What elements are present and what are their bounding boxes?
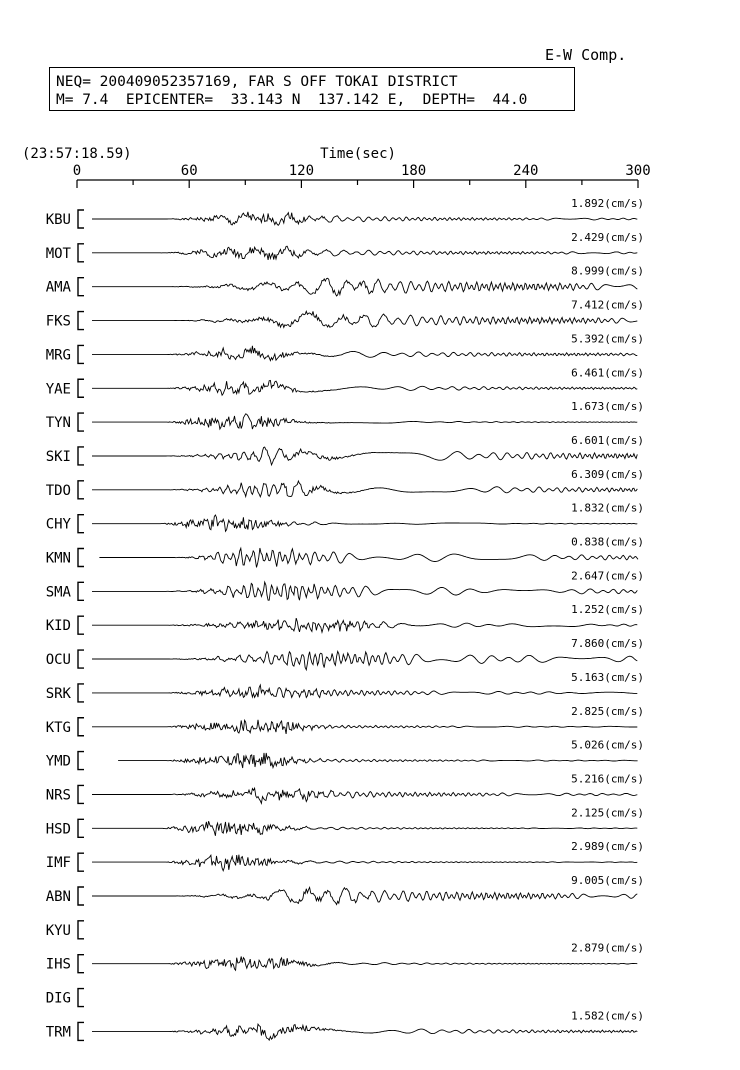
station-row-ktg xyxy=(46,705,644,736)
station-bracket xyxy=(78,752,84,770)
station-label: OCU xyxy=(45,652,71,669)
waveform-trace xyxy=(92,618,637,632)
station-row-dig xyxy=(46,989,84,1007)
station-row-mot xyxy=(46,231,644,262)
station-bracket xyxy=(78,989,84,1007)
amplitude-label: 1.582(cm/s) xyxy=(571,1009,644,1023)
station-label: YMD xyxy=(45,753,71,770)
station-bracket xyxy=(78,312,84,330)
station-bracket xyxy=(78,785,84,803)
amplitude-label: 2.125(cm/s) xyxy=(571,806,644,820)
station-bracket xyxy=(78,210,84,228)
station-label: SRK xyxy=(45,685,71,702)
station-label: NRS xyxy=(45,787,71,804)
amplitude-label: 2.989(cm/s) xyxy=(571,840,644,854)
station-label: AMA xyxy=(45,279,71,296)
station-label: KTG xyxy=(45,719,71,736)
station-bracket xyxy=(78,447,84,465)
amplitude-label: 2.647(cm/s) xyxy=(571,569,644,583)
station-bracket xyxy=(78,955,84,973)
amplitude-label: 6.309(cm/s) xyxy=(571,467,644,481)
waveform-trace xyxy=(92,788,637,803)
amplitude-label: 2.429(cm/s) xyxy=(571,230,644,244)
waveform-trace xyxy=(92,346,637,361)
station-row-hsd xyxy=(46,806,644,837)
station-row-tyn xyxy=(46,400,644,431)
time-tick-label: 120 xyxy=(288,163,315,179)
station-label: CHY xyxy=(45,516,71,533)
station-bracket xyxy=(78,278,84,296)
station-bracket xyxy=(78,853,84,871)
amplitude-label: 6.461(cm/s) xyxy=(571,366,644,380)
station-bracket xyxy=(78,1022,84,1040)
waveform-trace xyxy=(118,753,638,768)
waveform-trace xyxy=(92,685,637,698)
amplitude-label: 7.860(cm/s) xyxy=(571,637,644,651)
station-label: YAE xyxy=(45,381,71,398)
station-row-yae xyxy=(46,366,644,397)
amplitude-label: 1.252(cm/s) xyxy=(571,603,644,617)
component-label: E-W Comp. xyxy=(545,46,627,64)
amplitude-label: 2.879(cm/s) xyxy=(571,941,644,955)
station-row-trm xyxy=(46,1009,644,1040)
amplitude-label: 2.825(cm/s) xyxy=(571,704,644,718)
station-row-nrs xyxy=(46,772,644,803)
time-tick-label: 60 xyxy=(180,163,198,179)
amplitude-label: 5.392(cm/s) xyxy=(571,332,644,346)
station-label: HSD xyxy=(45,821,71,838)
station-bracket xyxy=(78,481,84,499)
start-time-label: (23:57:18.59) xyxy=(22,146,132,162)
station-label: KYU xyxy=(45,922,71,939)
station-bracket xyxy=(78,515,84,533)
station-row-fks xyxy=(46,299,644,330)
station-bracket xyxy=(78,616,84,634)
station-row-ama xyxy=(46,265,644,296)
waveform-trace xyxy=(92,887,637,904)
station-row-mrg xyxy=(46,332,644,363)
station-label: TYN xyxy=(45,415,71,432)
station-label: IMF xyxy=(45,855,71,872)
amplitude-label: 1.673(cm/s) xyxy=(571,400,644,414)
waveform-trace xyxy=(92,380,637,395)
amplitude-label: 6.601(cm/s) xyxy=(571,433,644,447)
station-row-ski xyxy=(46,434,644,465)
waveform-trace xyxy=(92,957,637,971)
waveform-trace xyxy=(92,447,637,465)
station-bracket xyxy=(78,718,84,736)
station-bracket xyxy=(78,684,84,702)
amplitude-label: 5.163(cm/s) xyxy=(571,670,644,684)
station-row-kbu xyxy=(46,197,644,228)
station-bracket xyxy=(78,921,84,939)
waveform-trace xyxy=(92,278,637,296)
station-label: KID xyxy=(45,618,71,635)
waveform-trace xyxy=(92,821,637,836)
event-id-line: NEQ= 200409052357169, FAR S OFF TOKAI DISTRICT xyxy=(56,74,458,90)
station-label: KBU xyxy=(45,212,71,228)
waveform-trace xyxy=(92,582,637,600)
station-label: SMA xyxy=(45,584,71,601)
time-tick-label: 300 xyxy=(625,163,651,179)
time-axis xyxy=(73,163,651,188)
station-bracket xyxy=(78,345,84,363)
station-label: DIG xyxy=(45,990,71,1007)
time-tick-label: 240 xyxy=(513,163,539,179)
station-row-sma xyxy=(46,569,644,600)
station-label: ABN xyxy=(45,889,71,905)
waveform-trace xyxy=(92,855,637,871)
amplitude-label: 5.026(cm/s) xyxy=(571,738,644,752)
amplitude-label: 7.412(cm/s) xyxy=(571,298,644,312)
waveform-trace xyxy=(92,515,637,531)
time-tick-label: 0 xyxy=(72,163,82,179)
waveform-trace xyxy=(92,414,637,429)
waveform-trace xyxy=(92,481,637,497)
station-row-srk xyxy=(46,671,644,702)
station-label: TRM xyxy=(45,1024,71,1041)
station-row-kyu xyxy=(46,921,84,939)
station-label: IHS xyxy=(45,956,71,973)
station-bracket xyxy=(78,887,84,905)
station-row-chy xyxy=(46,502,644,533)
waveform-trace xyxy=(92,651,637,669)
station-label: TDO xyxy=(45,482,71,499)
station-bracket xyxy=(78,819,84,837)
station-bracket xyxy=(78,413,84,431)
station-label: MRG xyxy=(45,347,71,364)
waveform-trace xyxy=(92,246,637,260)
station-row-ymd xyxy=(46,739,644,770)
amplitude-label: 8.999(cm/s) xyxy=(571,264,644,278)
station-label: MOT xyxy=(45,245,71,262)
station-bracket xyxy=(78,549,84,567)
time-tick-label: 180 xyxy=(400,163,427,179)
waveform-trace xyxy=(92,311,637,327)
waveform-trace xyxy=(92,720,637,734)
waveform-trace xyxy=(92,212,637,225)
amplitude-label: 1.832(cm/s) xyxy=(571,501,644,515)
station-row-tdo xyxy=(46,468,644,499)
waveform-trace xyxy=(99,548,638,567)
amplitude-label: 0.838(cm/s) xyxy=(571,535,644,549)
waveform-trace xyxy=(92,1024,637,1040)
station-bracket xyxy=(78,650,84,668)
station-label: KMN xyxy=(45,550,71,567)
station-label: SKI xyxy=(45,448,71,465)
station-row-ocu xyxy=(46,637,644,670)
amplitude-label: 1.892(cm/s) xyxy=(571,197,644,210)
station-row-abn xyxy=(46,874,644,905)
amplitude-label: 9.005(cm/s) xyxy=(571,874,644,887)
event-params-line: M= 7.4 EPICENTER= 33.143 N 137.142 E, DEPTH= 44.0 xyxy=(56,92,528,108)
station-row-imf xyxy=(46,840,644,871)
station-traces xyxy=(46,197,644,1040)
station-row-kid xyxy=(46,603,644,634)
station-label: FKS xyxy=(45,313,71,330)
x-axis-label: Time(sec) xyxy=(320,146,396,162)
station-bracket xyxy=(78,582,84,600)
station-bracket xyxy=(78,244,84,262)
station-bracket xyxy=(78,379,84,397)
station-row-kmn xyxy=(46,536,644,568)
station-row-ihs xyxy=(46,942,644,973)
amplitude-label: 5.216(cm/s) xyxy=(571,772,644,786)
